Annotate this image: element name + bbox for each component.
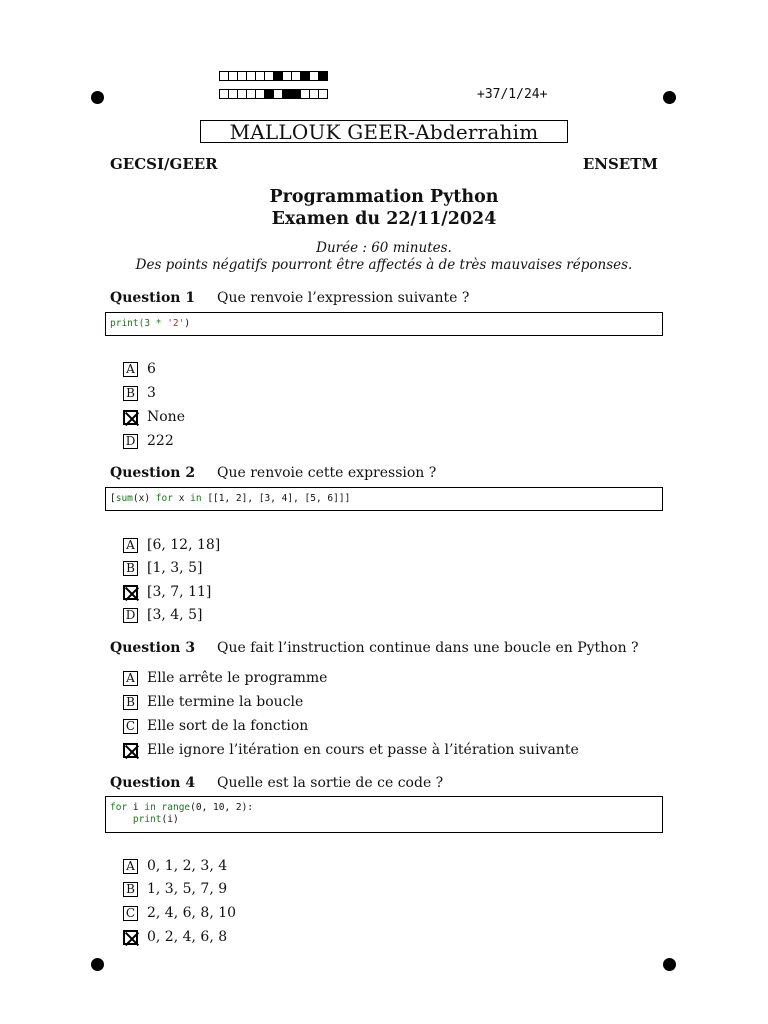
checkbox[interactable]: C: [123, 719, 138, 734]
checkbox[interactable]: B: [123, 561, 138, 576]
code-block-1: print(3 * '2'): [105, 312, 663, 336]
option-text: None: [147, 409, 185, 425]
checkbox[interactable]: B: [123, 882, 138, 897]
option-text: 222: [147, 433, 174, 449]
student-code-strip-1: [219, 71, 327, 81]
question-3: [110, 640, 639, 656]
checkbox[interactable]: D: [123, 434, 138, 449]
checked-checkbox[interactable]: [123, 410, 138, 425]
question-2: [110, 465, 436, 481]
registration-mark-top-right: [663, 91, 676, 104]
option-text: 1, 3, 5, 7, 9: [147, 881, 228, 897]
option-text: [3, 7, 11]: [147, 584, 212, 600]
option-4a[interactable]: [123, 858, 227, 874]
checkbox[interactable]: A: [123, 671, 138, 686]
page-id: +37/1/24+: [477, 87, 548, 102]
option-text: Elle sort de la fonction: [147, 718, 309, 734]
option-text: 6: [147, 361, 156, 377]
option-1b[interactable]: [123, 385, 156, 401]
option-text: 2, 4, 6, 8, 10: [147, 905, 237, 921]
registration-mark-bottom-right: [663, 958, 676, 971]
exam-subtitle: Examen du 22/11/2024: [271, 209, 497, 229]
checkbox[interactable]: B: [123, 386, 138, 401]
option-text: [1, 3, 5]: [147, 560, 203, 576]
question-text: Quelle est la sortie de ce code ?: [217, 775, 444, 791]
checkbox[interactable]: A: [123, 859, 138, 874]
question-text: Que renvoie cette expression ?: [217, 465, 437, 481]
exam-note: Des points négatifs pourront être affectés à de très mauvaises réponses.: [135, 257, 633, 273]
option-3d[interactable]: [123, 742, 579, 758]
option-text: [3, 4, 5]: [147, 607, 203, 623]
code-cell: [318, 71, 328, 81]
exam-duration: Durée : 60 minutes.: [316, 240, 452, 256]
option-text: Elle arrête le programme: [147, 670, 328, 686]
option-text: 3: [147, 385, 156, 401]
option-4c[interactable]: [123, 905, 236, 921]
option-3a[interactable]: [123, 670, 327, 686]
option-3c[interactable]: [123, 718, 308, 734]
checked-checkbox[interactable]: [123, 930, 138, 945]
question-number: Question 3: [110, 640, 196, 656]
checkbox[interactable]: B: [123, 695, 138, 710]
option-1d[interactable]: [123, 433, 174, 449]
option-text: 0, 2, 4, 6, 8: [147, 929, 228, 945]
question-4: [110, 775, 443, 791]
student-name-box: MALLOUK GEER-Abderrahim: [200, 120, 568, 143]
checked-checkbox[interactable]: [123, 743, 138, 758]
option-2b[interactable]: [123, 560, 202, 576]
option-2d[interactable]: [123, 607, 202, 623]
option-text: Elle termine la boucle: [147, 694, 304, 710]
option-2a[interactable]: [123, 537, 220, 553]
option-text: Elle ignore l’itération en cours et passe à l’itération suivante: [147, 742, 579, 758]
option-1c[interactable]: [123, 409, 185, 425]
option-2c[interactable]: [123, 584, 211, 600]
school-label: ENSETM: [582, 155, 658, 173]
department-label: GECSI/GEER: [110, 155, 218, 173]
registration-mark-bottom-left: [91, 958, 104, 971]
code-cell: [318, 89, 328, 99]
exam-title: Programmation Python: [269, 187, 499, 207]
checked-checkbox[interactable]: [123, 585, 138, 600]
question-number: Question 1: [110, 290, 196, 306]
checkbox[interactable]: A: [123, 538, 138, 553]
question-number: Question 2: [110, 465, 196, 481]
option-1a[interactable]: [123, 361, 156, 377]
option-text: 0, 1, 2, 3, 4: [147, 858, 228, 874]
checkbox[interactable]: D: [123, 608, 138, 623]
code-block-2: [sum(x) for x in [[1, 2], [3, 4], [5, 6]]]: [105, 487, 663, 511]
question-text: Que renvoie l’expression suivante ?: [217, 290, 470, 306]
question-text: Que fait l’instruction continue dans une boucle en Python ?: [217, 640, 639, 656]
question-number: Question 4: [110, 775, 196, 791]
student-code-strip-2: [219, 89, 327, 99]
option-4b[interactable]: [123, 881, 227, 897]
option-4d[interactable]: [123, 929, 227, 945]
question-1: [110, 290, 469, 306]
code-block-4: for i in range(0, 10, 2): print(i): [105, 796, 663, 833]
checkbox[interactable]: C: [123, 906, 138, 921]
option-3b[interactable]: [123, 694, 303, 710]
registration-mark-top-left: [91, 91, 104, 104]
option-text: [6, 12, 18]: [147, 537, 221, 553]
checkbox[interactable]: A: [123, 362, 138, 377]
